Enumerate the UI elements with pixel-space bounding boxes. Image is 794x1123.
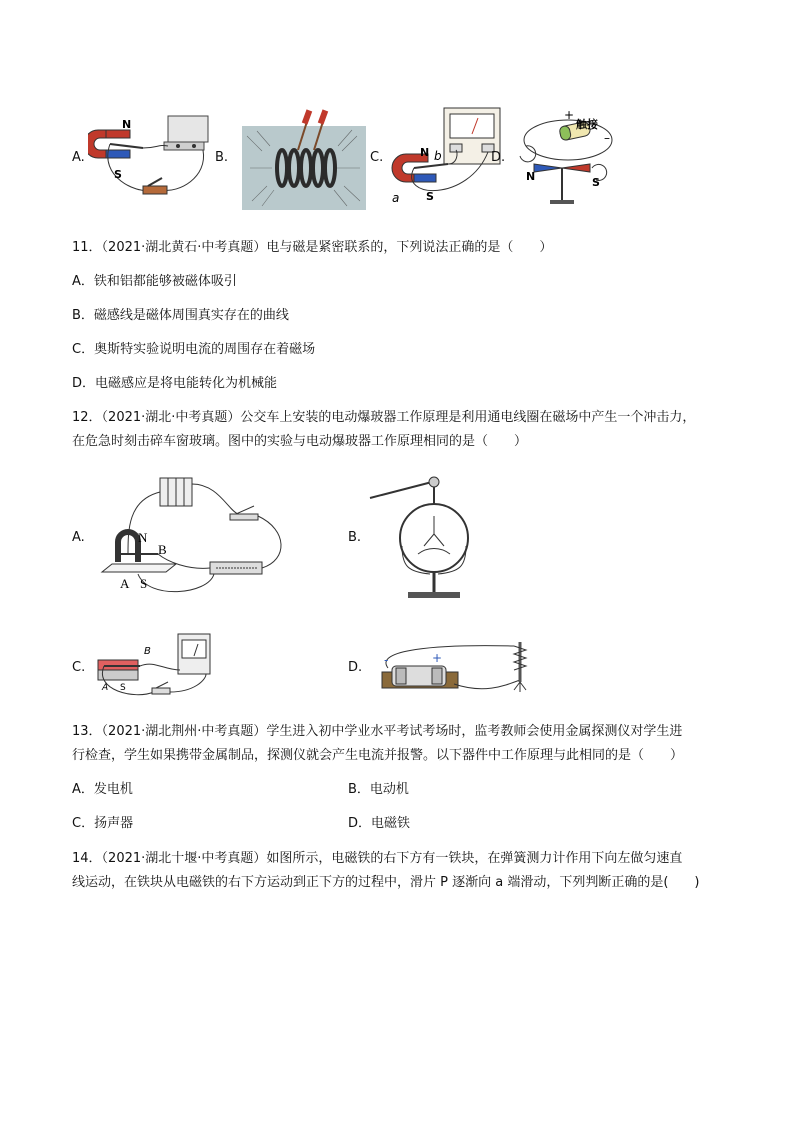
q10-d-s-label: S: [592, 176, 600, 189]
q13-option-d: D．电磁铁: [348, 816, 411, 831]
q11-option-d: D．电磁感应是将电能转化为机械能: [72, 376, 278, 391]
q12-option-c-label: C.: [72, 660, 86, 675]
q10-d-plus-label: +: [564, 108, 575, 122]
q10-option-a-label: A.: [72, 150, 85, 165]
q12-a-b-label: B: [158, 542, 167, 557]
q12-c-a-label: A: [102, 683, 109, 693]
q10-option-c-label: C.: [370, 150, 384, 165]
q14-stem-line1: 14．（2021·湖北十堰·中考真题）如图所示，电磁铁的右下方有一铁块，在弹簧测力计作用下向左做匀速直: [72, 851, 683, 866]
q12-c-s-label: S: [120, 683, 126, 693]
q12-option-d-label: D.: [348, 660, 363, 675]
q10-figure-c: [388, 104, 508, 208]
q13-stem-line1: 13．（2021·湖北荆州·中考真题）学生进入初中学业水平考试考场时，监考教师会使用金属探测仪对学生进: [72, 724, 683, 739]
q10-option-d-label: D.: [491, 150, 506, 165]
q12-figure-b: [368, 476, 478, 600]
q12-figure-c: [94, 630, 224, 706]
q12-a-s-label: S: [140, 576, 148, 591]
q10-c-n-label: N: [420, 146, 430, 159]
q12-a-n-label: N: [138, 530, 148, 545]
q10-d-minus-label: –: [604, 131, 610, 145]
q12-figure-d: [374, 636, 534, 696]
q13-option-b: B．电动机: [348, 782, 409, 797]
q10-a-n-label: N: [122, 118, 132, 131]
q12-d-plus-label: +: [432, 651, 443, 665]
q10-c-b-label: b: [434, 149, 442, 163]
q10-d-n-label: N: [526, 170, 536, 183]
q12-c-b-label: B: [144, 646, 151, 657]
q10-c-a-label: a: [392, 191, 400, 205]
q10-figure-b: [242, 106, 366, 210]
q12-figure-a: [98, 470, 298, 600]
q12-d-minus-label: -: [384, 653, 389, 667]
q11-option-c: C．奥斯特实验说明电流的周围存在着磁场: [72, 342, 316, 357]
q11-option-b: B．磁感线是磁体周围真实存在的曲线: [72, 308, 289, 323]
q10-d-touch-label: 触接: [576, 118, 598, 131]
q12-option-b-label: B.: [348, 530, 362, 545]
q10-figure-a: [88, 108, 218, 203]
q10-option-b-label: B.: [215, 150, 229, 165]
q10-c-s-label: S: [426, 190, 434, 203]
q14-stem-line2: 线运动，在铁块从电磁铁的右下方运动到正下方的过程中，滑片 P 逐渐向 a 端滑动，下列判断正确的是( ): [72, 875, 700, 890]
q10-a-s-label: S: [114, 168, 122, 181]
q11-stem: 11．（2021·湖北黄石·中考真题）电与磁是紧密联系的，下列说法正确的是（ ）: [72, 240, 553, 255]
q13-stem-line2: 行检查，学生如果携带金属制品，探测仪就会产生电流并报警。以下器件中工作原理与此相同的是（ ）: [72, 748, 684, 763]
q12-stem-line1: 12．（2021·湖北·中考真题）公交车上安装的电动爆玻器工作原理是利用通电线圈在磁场中产生一个冲击力，: [72, 410, 696, 425]
q12-stem-line2: 在危急时刻击碎车窗玻璃。图中的实验与电动爆玻器工作原理相同的是（ ）: [72, 434, 528, 449]
q10-figure-d: [510, 106, 620, 210]
q11-option-a: A．铁和铝都能够被磁体吸引: [72, 274, 237, 289]
q12-option-a-label: A.: [72, 530, 85, 545]
q13-option-a: A．发电机: [72, 782, 133, 797]
q13-option-c: C．扬声器: [72, 816, 134, 831]
q12-a-a-label: A: [120, 576, 130, 591]
